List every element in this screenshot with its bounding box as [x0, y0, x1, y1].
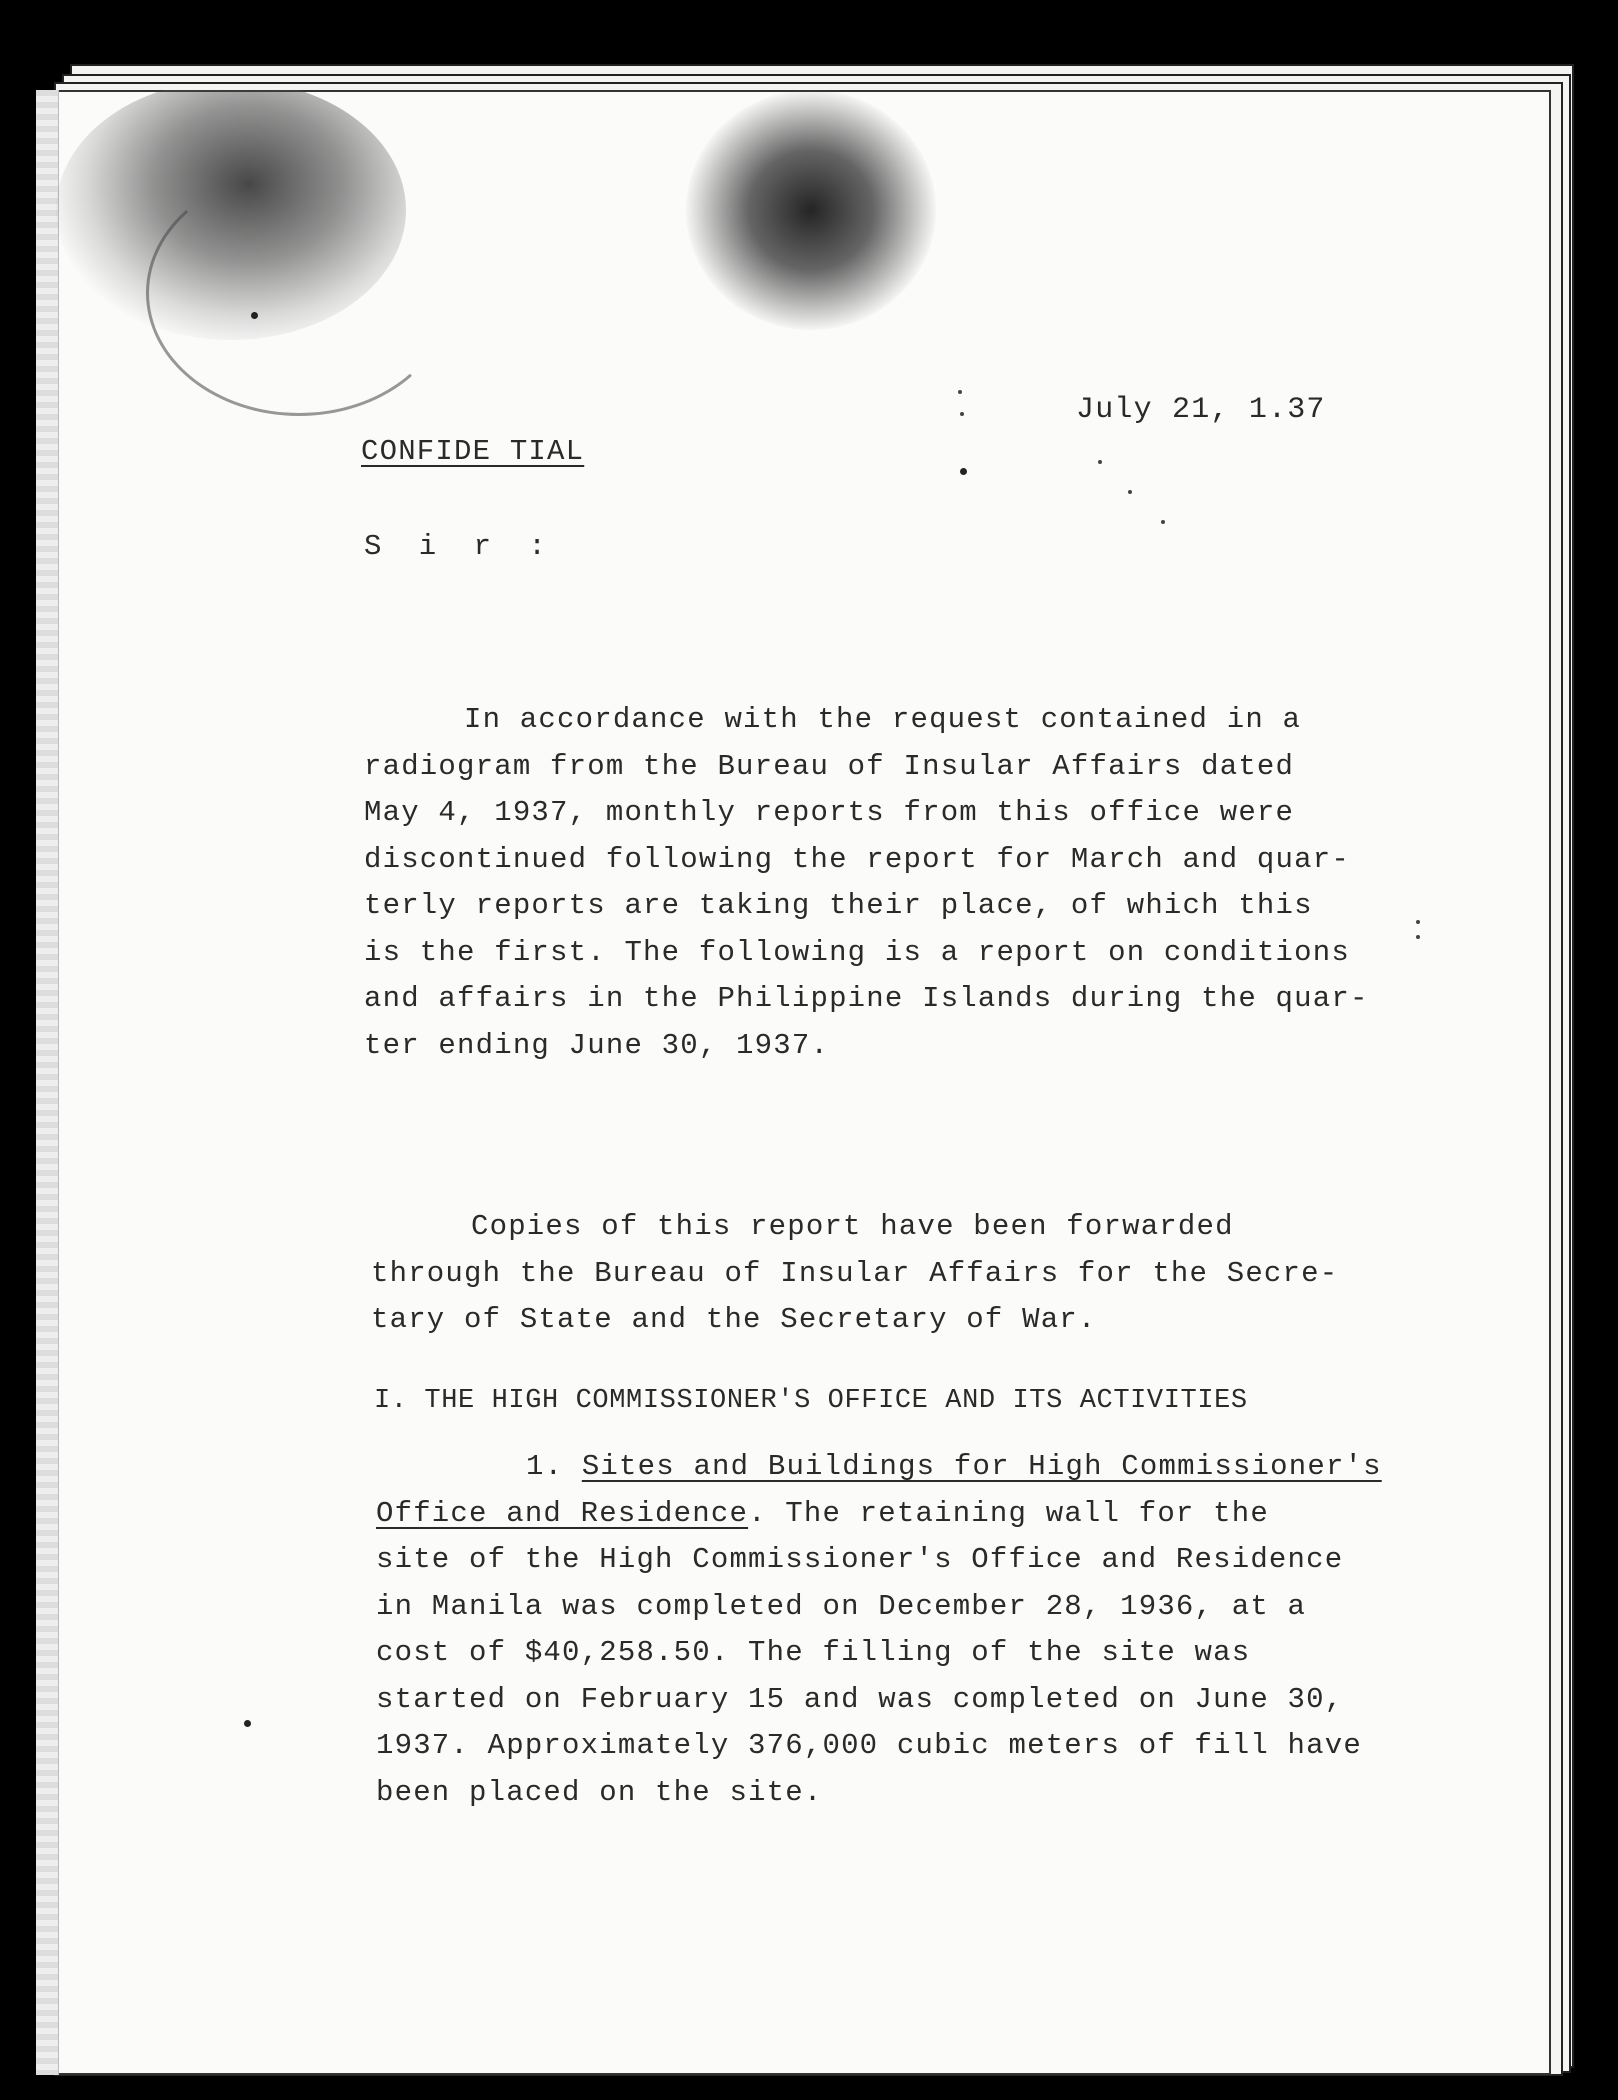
ink-speck: [1161, 520, 1165, 524]
ink-speck: [244, 1720, 251, 1727]
section-title-part1: Sites and Buildings for High Commissioner's: [581, 1450, 1382, 1483]
ink-speck: [1098, 460, 1102, 464]
section-title-end: .: [748, 1496, 767, 1530]
text-line: and affairs in the Philippine Islands during the quar-: [364, 982, 1369, 1015]
paragraph-copies: [371, 1204, 1338, 1344]
text-line: started on February 15 and was completed on June 30,: [376, 1682, 1344, 1716]
text-line: tary of State and the Secretary of War.: [371, 1303, 1097, 1336]
text-line: is the first. The following is a report on conditions: [364, 935, 1350, 969]
ink-stain: [56, 90, 406, 340]
ink-speck: [1416, 935, 1420, 939]
binding-strip: [36, 90, 59, 2075]
stain-ring: [146, 170, 452, 416]
salutation: S i r :: [364, 530, 556, 563]
section-1-body: [376, 1444, 1382, 1816]
text-line: cost of $40,258.50. The filling of the site was: [376, 1636, 1251, 1669]
ink-speck: [1416, 920, 1420, 924]
text-line: site of the High Commissioner's Office and Residence: [376, 1543, 1344, 1576]
text-line: terly reports are taking their place, of which this: [364, 889, 1313, 922]
ink-speck: [960, 468, 967, 475]
paragraph-intro: [364, 697, 1369, 1069]
section-1-title-line-2: [376, 1491, 1382, 1538]
section-title-part2: Office and Residence: [376, 1496, 749, 1530]
document-page: [36, 90, 1551, 2075]
letter-date: July 21, 1.37: [1076, 393, 1326, 427]
text-line: ter ending June 30, 1937.: [364, 1028, 830, 1062]
text-line: been placed on the site.: [376, 1775, 823, 1809]
ink-speck: [958, 390, 962, 394]
section-number: 1.: [526, 1450, 564, 1483]
ink-speck: [1128, 490, 1132, 494]
text-line: discontinued following the report for March and quar-: [364, 842, 1350, 876]
section-heading: I. THE HIGH COMMISSIONER'S OFFICE AND ITS ACTIVITIES: [374, 1386, 1248, 1416]
ink-speck: [251, 312, 258, 319]
text-line: in Manila was completed on December 28, 1936, at a: [376, 1589, 1307, 1623]
classification-label: CONFIDE TIAL: [361, 435, 585, 468]
text-line: 1937. Approximately 376,000 cubic meters of fill have: [376, 1729, 1362, 1762]
text-line: May 4, 1937, monthly reports from this office were: [364, 796, 1295, 829]
ink-stain: [686, 90, 936, 330]
text-line: through the Bureau of Insular Affairs for the Secre-: [371, 1256, 1339, 1290]
text-line: In accordance with the request contained in a: [464, 703, 1302, 736]
ink-speck: [960, 412, 964, 416]
text-line: Copies of this report have been forwarded: [471, 1210, 1234, 1243]
section-line-rest: The retaining wall for the: [766, 1496, 1269, 1530]
text-line: radiogram from the Bureau of Insular Affairs dated: [364, 749, 1295, 783]
section-1-title-line: [376, 1444, 1382, 1491]
